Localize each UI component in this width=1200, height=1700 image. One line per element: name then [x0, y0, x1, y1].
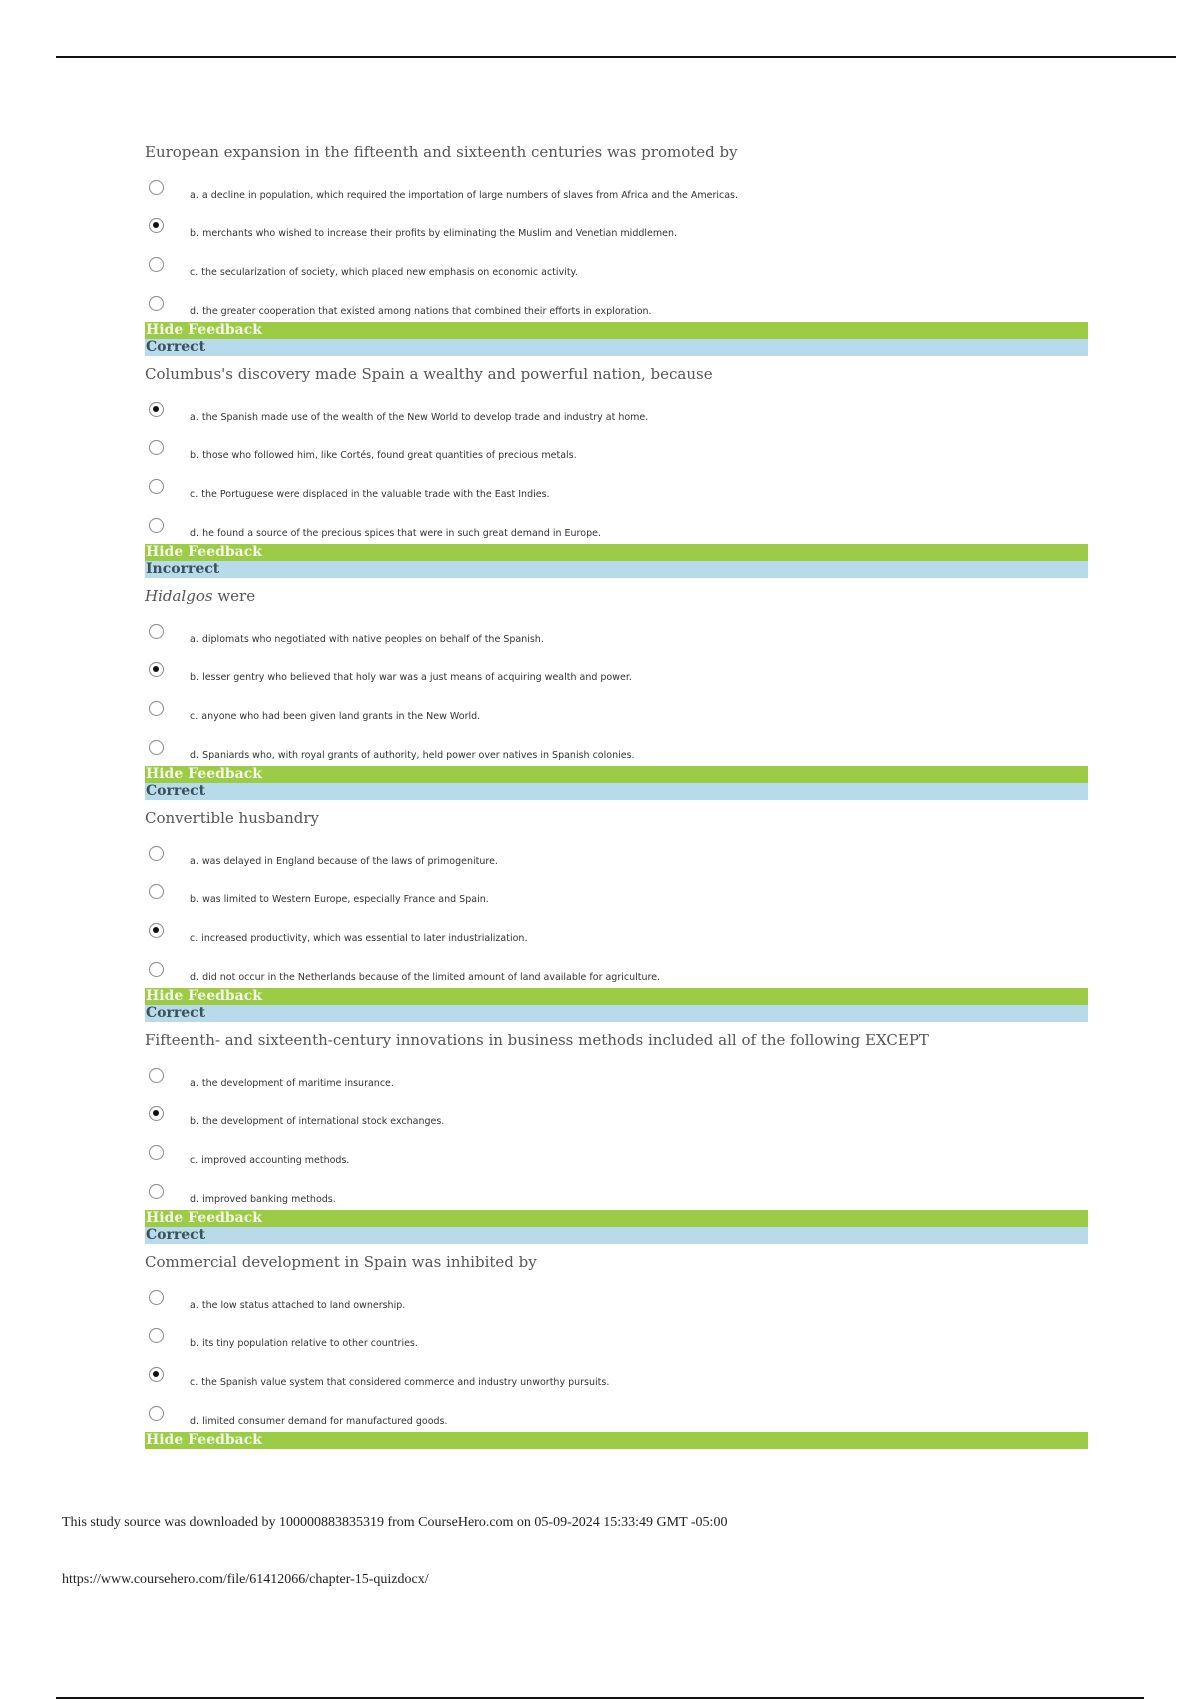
question-block: [145, 142, 1088, 364]
answer-option-label: c. increased productivity, which was essential to later industrialization.: [190, 933, 528, 944]
radio-selected-icon[interactable]: [149, 1367, 164, 1382]
answer-option[interactable]: [145, 518, 1088, 542]
question-block: [145, 1030, 1088, 1252]
answer-option[interactable]: [145, 1367, 1088, 1391]
question-text-body: Commercial development in Spain was inhibited by: [145, 1253, 537, 1271]
radio-empty-icon[interactable]: [149, 257, 164, 272]
answer-option-label: b. its tiny population relative to other countries.: [190, 1338, 418, 1349]
radio-selected-icon[interactable]: [149, 402, 164, 417]
answer-options: [145, 828, 1088, 988]
download-note: This study source was downloaded by 100000883835319 from CourseHero.com on 05-09-2024 15:33:49 GMT -05:00: [62, 1515, 728, 1530]
radio-empty-icon[interactable]: [149, 884, 164, 899]
radio-selected-icon[interactable]: [149, 662, 164, 677]
radio-selected-icon[interactable]: [149, 923, 164, 938]
radio-empty-icon[interactable]: [149, 1290, 164, 1305]
answer-option-label: d. he found a source of the precious spices that were in such great demand in Europe.: [190, 528, 601, 539]
answer-option[interactable]: [145, 296, 1088, 320]
answer-option-label: c. the Spanish value system that considered commerce and industry unworthy pursuits.: [190, 1377, 610, 1388]
answer-option-label: a. was delayed in England because of the laws of primogeniture.: [190, 856, 498, 867]
radio-empty-icon[interactable]: [149, 1328, 164, 1343]
answer-option-label: a. the low status attached to land ownership.: [190, 1300, 406, 1311]
answer-option-label: d. limited consumer demand for manufactured goods.: [190, 1416, 448, 1427]
radio-selected-icon[interactable]: [149, 1106, 164, 1121]
answer-option-label: a. a decline in population, which required the importation of large numbers of slaves from Africa and the Americas.: [190, 190, 739, 201]
answer-option-label: d. the greater cooperation that existed among nations that combined their efforts in exploration.: [190, 306, 652, 317]
radio-empty-icon[interactable]: [149, 1068, 164, 1083]
answer-option[interactable]: [145, 1184, 1088, 1208]
radio-empty-icon[interactable]: [149, 624, 164, 639]
answer-option-label: d. Spaniards who, with royal grants of authority, held power over natives in Spanish colonies.: [190, 750, 635, 761]
radio-empty-icon[interactable]: [149, 1145, 164, 1160]
radio-empty-icon[interactable]: [149, 180, 164, 195]
answer-option[interactable]: [145, 1106, 1088, 1130]
answer-option[interactable]: [145, 402, 1088, 426]
answer-options: [145, 1050, 1088, 1210]
answer-option[interactable]: [145, 1145, 1088, 1169]
answer-option[interactable]: [145, 1068, 1088, 1092]
answer-option-label: b. those who followed him, like Cortés, found great quantities of precious metals.: [190, 450, 577, 461]
answer-option-label: a. the development of maritime insurance.: [190, 1078, 394, 1089]
feedback-result: Correct: [145, 783, 1088, 800]
answer-option-label: c. the Portuguese were displaced in the valuable trade with the East Indies.: [190, 489, 550, 500]
answer-option-label: b. merchants who wished to increase their profits by eliminating the Muslim and Venetian middlemen.: [190, 228, 678, 239]
bottom-rule: [56, 1697, 1144, 1699]
answer-options: [145, 162, 1088, 322]
answer-option-label: b. was limited to Western Europe, especially France and Spain.: [190, 894, 489, 905]
question-text-body: Fifteenth- and sixteenth-century innovations in business methods included all of the following EXCEPT: [145, 1031, 929, 1049]
radio-empty-icon[interactable]: [149, 1406, 164, 1421]
answer-option[interactable]: [145, 218, 1088, 242]
hide-feedback-button[interactable]: Hide Feedback: [145, 1210, 1088, 1227]
radio-empty-icon[interactable]: [149, 962, 164, 977]
answer-options: [145, 1272, 1088, 1432]
answer-option[interactable]: [145, 624, 1088, 648]
radio-empty-icon[interactable]: [149, 701, 164, 716]
feedback-result: Correct: [145, 339, 1088, 356]
answer-option-label: c. improved accounting methods.: [190, 1155, 350, 1166]
radio-empty-icon[interactable]: [149, 479, 164, 494]
answer-option[interactable]: [145, 884, 1088, 908]
answer-option-label: a. diplomats who negotiated with native peoples on behalf of the Spanish.: [190, 634, 544, 645]
radio-empty-icon[interactable]: [149, 440, 164, 455]
answer-option-label: c. anyone who had been given land grants in the New World.: [190, 711, 481, 722]
answer-option-label: a. the Spanish made use of the wealth of the New World to develop trade and industry at home.: [190, 412, 649, 423]
question-block: [145, 1252, 1088, 1474]
question-text-body: were: [212, 587, 256, 605]
radio-empty-icon[interactable]: [149, 1184, 164, 1199]
radio-selected-icon[interactable]: [149, 218, 164, 233]
feedback-result: Incorrect: [145, 561, 1088, 578]
top-rule: [56, 56, 1176, 58]
question-text: [145, 142, 1088, 162]
question-text: [145, 1030, 1088, 1050]
answer-option[interactable]: [145, 180, 1088, 204]
question-block: [145, 364, 1088, 586]
radio-empty-icon[interactable]: [149, 518, 164, 533]
answer-options: [145, 384, 1088, 544]
quiz-container: [145, 142, 1088, 1474]
question-text-body: European expansion in the fifteenth and sixteenth centuries was promoted by: [145, 143, 738, 161]
hide-feedback-button[interactable]: Hide Feedback: [145, 1432, 1088, 1449]
answer-option-label: d. improved banking methods.: [190, 1194, 336, 1205]
question-text-body: Convertible husbandry: [145, 809, 320, 827]
feedback-result: Correct: [145, 1005, 1088, 1022]
radio-empty-icon[interactable]: [149, 296, 164, 311]
radio-empty-icon[interactable]: [149, 846, 164, 861]
answer-option[interactable]: [145, 846, 1088, 870]
question-text: [145, 364, 1088, 384]
hide-feedback-button[interactable]: Hide Feedback: [145, 988, 1088, 1005]
answer-option-label: c. the secularization of society, which placed new emphasis on economic activity.: [190, 267, 578, 278]
question-text-body: Columbus's discovery made Spain a wealthy and powerful nation, because: [145, 365, 713, 383]
answer-option[interactable]: [145, 923, 1088, 947]
answer-option[interactable]: [145, 440, 1088, 464]
question-block: [145, 586, 1088, 808]
radio-empty-icon[interactable]: [149, 740, 164, 755]
hide-feedback-button[interactable]: Hide Feedback: [145, 544, 1088, 561]
question-block: [145, 808, 1088, 1030]
hide-feedback-button[interactable]: Hide Feedback: [145, 322, 1088, 339]
answer-option-label: b. lesser gentry who believed that holy war was a just means of acquiring wealth and power.: [190, 672, 632, 683]
question-text: [145, 808, 1088, 828]
feedback-result: Correct: [145, 1227, 1088, 1244]
answer-option[interactable]: [145, 701, 1088, 725]
answer-option[interactable]: [145, 1328, 1088, 1352]
hide-feedback-button[interactable]: Hide Feedback: [145, 766, 1088, 783]
source-url[interactable]: https://www.coursehero.com/file/61412066/chapter-15-quizdocx/: [62, 1572, 429, 1587]
answer-option[interactable]: [145, 479, 1088, 503]
question-italic-term: Hidalgos: [145, 587, 213, 605]
answer-options: [145, 606, 1088, 766]
answer-option[interactable]: [145, 1290, 1088, 1314]
answer-option[interactable]: [145, 662, 1088, 686]
answer-option-label: d. did not occur in the Netherlands because of the limited amount of land available for agriculture.: [190, 972, 661, 983]
question-text: [145, 586, 1088, 606]
answer-option-label: b. the development of international stock exchanges.: [190, 1116, 445, 1127]
answer-option[interactable]: [145, 1406, 1088, 1430]
answer-option[interactable]: [145, 740, 1088, 764]
answer-option[interactable]: [145, 962, 1088, 986]
question-text: [145, 1252, 1088, 1272]
answer-option[interactable]: [145, 257, 1088, 281]
